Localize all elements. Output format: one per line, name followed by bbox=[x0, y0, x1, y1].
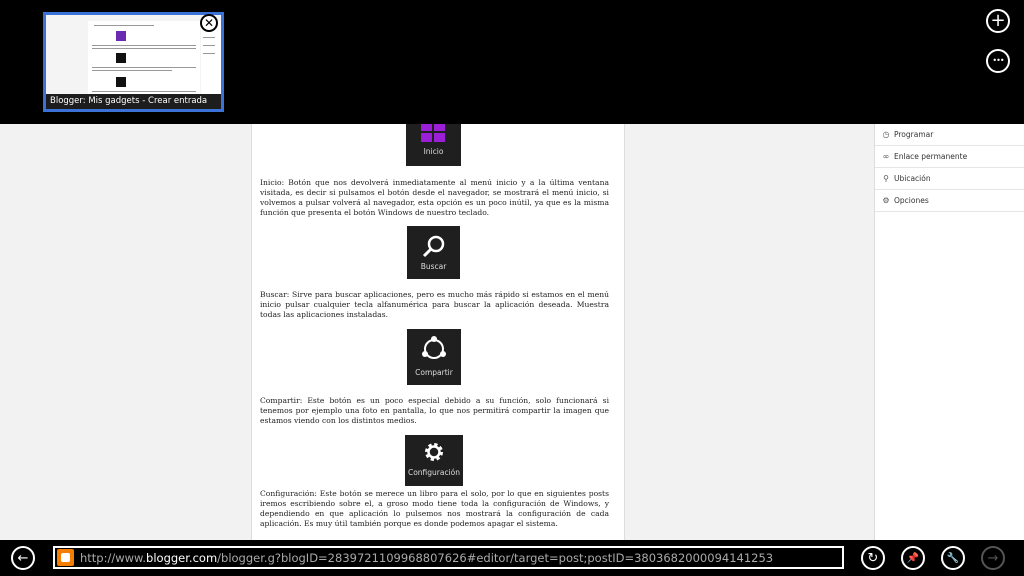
url-path: /blogger.g?blogID=2839721109968807626#editor/target=post;postID=3803682000094141253 bbox=[217, 551, 774, 565]
tile-label: Compartir bbox=[415, 368, 453, 377]
tile-label: Inicio bbox=[423, 147, 444, 156]
tab-title: Blogger: Mis gadgets - Crear entrada bbox=[46, 94, 221, 109]
preview-line bbox=[94, 25, 154, 26]
settings-item-label: Programar bbox=[894, 130, 934, 139]
post-settings-panel bbox=[874, 124, 1024, 540]
share-icon bbox=[420, 335, 448, 363]
paragraph-configuracion: Configuración: Este botón se merece un libro para el solo, por lo que en siguientes posts iremos escribiendo sobre el, a groso modo tiene toda la configuración de Windows, y dependiendo en que aplicación lo pulsemos nos mostrará la configuración de cada aplicación. Es muy útil también porque es donde podemos apagar el sistema. bbox=[260, 489, 609, 528]
tile-buscar bbox=[407, 226, 460, 279]
windows-logo-icon bbox=[421, 124, 445, 142]
address-bar bbox=[0, 540, 1024, 576]
preview-line bbox=[203, 37, 215, 38]
settings-item-label: Enlace permanente bbox=[894, 152, 968, 161]
preview-line bbox=[203, 45, 215, 46]
tools-button[interactable]: 🔧 bbox=[941, 546, 965, 570]
refresh-button[interactable]: ↻ bbox=[861, 546, 885, 570]
tab-thumbnail[interactable] bbox=[43, 12, 224, 112]
tab-preview-column bbox=[88, 21, 200, 97]
preview-icon bbox=[116, 53, 126, 63]
url-prefix: http://www. bbox=[80, 551, 147, 565]
tile-label: Buscar bbox=[420, 262, 447, 271]
tile-configuracion bbox=[405, 435, 463, 486]
tab-bar bbox=[0, 0, 1024, 124]
tile-label: Configuración bbox=[407, 468, 461, 477]
preview-icon bbox=[116, 77, 126, 87]
preview-line bbox=[92, 48, 196, 49]
tab-preview-sidebar bbox=[201, 21, 221, 97]
settings-item-programar[interactable] bbox=[875, 124, 1024, 146]
preview-line bbox=[92, 67, 196, 68]
gear-icon bbox=[422, 440, 446, 464]
pin-button[interactable]: 📌 bbox=[901, 546, 925, 570]
gear-icon: ⚙ bbox=[882, 196, 890, 205]
blogger-favicon-icon bbox=[57, 549, 74, 566]
post-editor[interactable] bbox=[251, 124, 625, 540]
preview-icon bbox=[116, 31, 126, 41]
link-icon: ∞ bbox=[882, 152, 890, 161]
preview-line bbox=[203, 53, 215, 54]
preview-line bbox=[92, 70, 172, 71]
url-domain: blogger.com bbox=[146, 551, 218, 565]
clock-icon: ◷ bbox=[882, 130, 890, 139]
paragraph-inicio: Inicio: Botón que nos devolverá inmediatamente al menú inicio y a la última ventana visitada, es decir si pulsamos el botón desde el navegador, se mostrará el menú inicio, si volvemos a pulsar volverá al navegador, esta opción es un poco inútil, ya que es la misma función que presenta el botón Windows de nuestro teclado. bbox=[260, 178, 609, 217]
url-text bbox=[80, 549, 773, 567]
page-content bbox=[0, 124, 1024, 540]
preview-line bbox=[92, 91, 196, 92]
location-pin-icon: ⚲ bbox=[883, 174, 889, 183]
more-options-button[interactable]: ••• bbox=[986, 49, 1010, 73]
settings-item-label: Opciones bbox=[894, 196, 929, 205]
settings-item-ubicacion[interactable] bbox=[875, 168, 1024, 190]
tab-preview bbox=[46, 15, 221, 97]
settings-item-label: Ubicación bbox=[894, 174, 931, 183]
preview-line bbox=[92, 45, 196, 46]
new-tab-button[interactable]: + bbox=[986, 9, 1010, 33]
back-button[interactable]: ← bbox=[11, 546, 35, 570]
search-icon bbox=[422, 234, 446, 258]
settings-item-opciones[interactable] bbox=[875, 190, 1024, 212]
tile-inicio bbox=[406, 124, 461, 166]
paragraph-buscar: Buscar: Sirve para buscar aplicaciones, pero es mucho más rápido si estamos en el menú inicio pulsar cualquier tecla alfanumérica para buscar la aplicación deseada. Muestra todas las aplicaciones instaladas. bbox=[260, 290, 609, 319]
tile-compartir bbox=[407, 329, 461, 385]
url-input[interactable] bbox=[53, 546, 844, 569]
paragraph-compartir: Compartir: Este botón es un poco especial debido a su función, solo funcionará si tenemos por ejemplo una foto en pantalla, lo que nos permitirá compartir la imagen que estamos viendo con los distintos medios. bbox=[260, 396, 609, 425]
settings-item-enlace[interactable] bbox=[875, 146, 1024, 168]
forward-button[interactable]: → bbox=[981, 546, 1005, 570]
close-tab-icon[interactable]: ✕ bbox=[200, 14, 218, 32]
